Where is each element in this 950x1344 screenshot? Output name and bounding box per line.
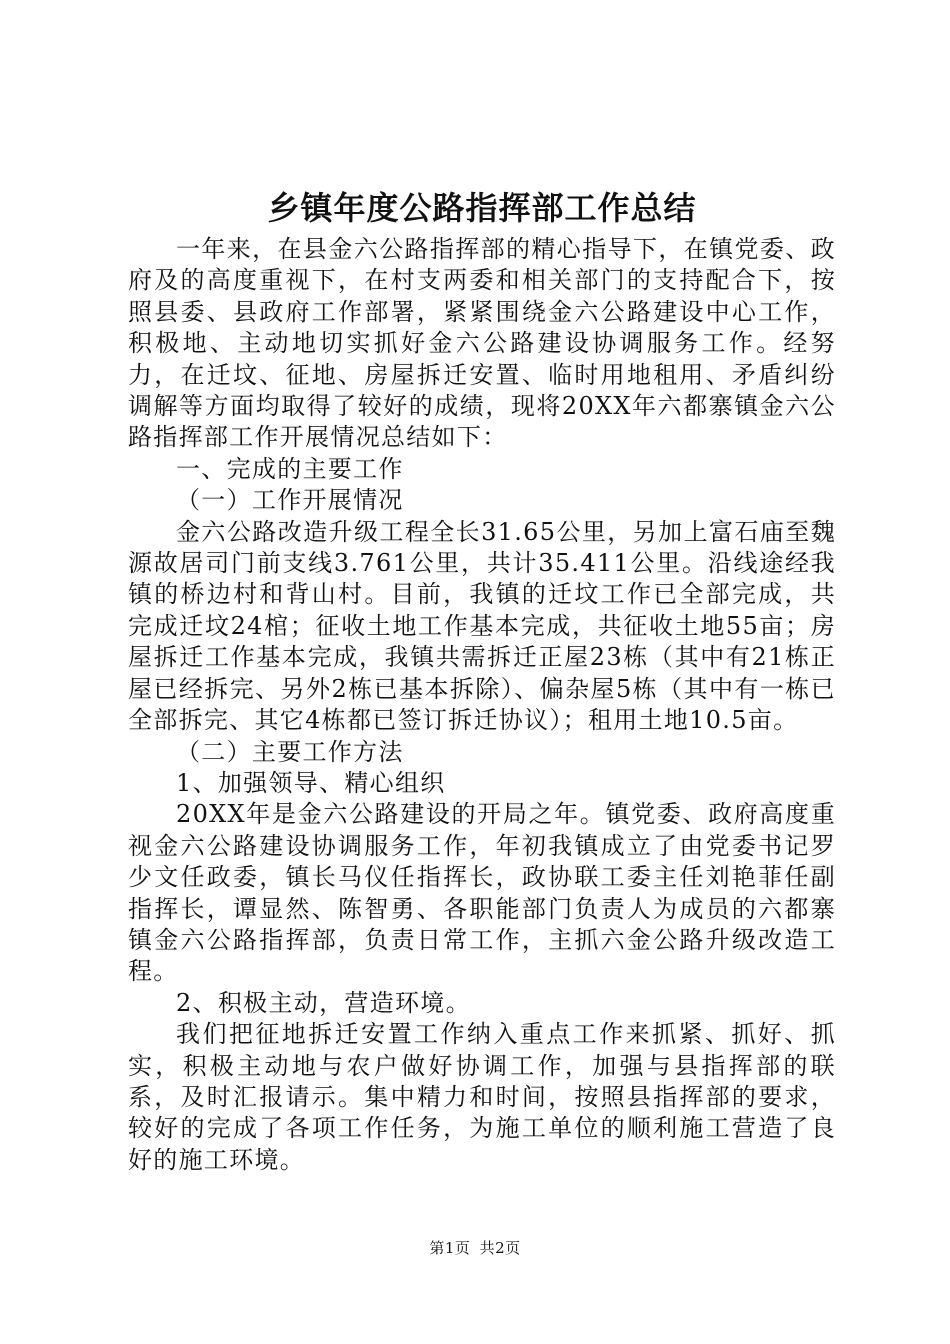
page-footer (0, 1238, 950, 1258)
intro-paragraph: 一年来，在县金六公路指挥部的精心指导下，在镇党委、政府及的高度重视下，在村支两委和相关部门的支持配合下，按照县委、县政府工作部署，紧紧围绕金六公路建设中心工作，积极地、主动地切实抓好金六公路建设协调服务工作。经努力，在迁坟、征地、房屋拆迁安置、临时用地租用、矛盾纠纷调解等方面均取得了较好的成绩，现将20XX年六都寨镇金六公路指挥部工作开展情况总结如下： (128, 235, 836, 452)
subsection-heading-2: （二）主要工作方法 (176, 737, 404, 766)
work-status-paragraph: 金六公路改造升级工程全长31.65公里，另加上富石庙至魏源故居司门前支线3.761公里，共计35.411公里。沿线途经我镇的桥边村和背山村。目前，我镇的迁坟工作已全部完成，共完成迁坟24棺；征收土地工作基本完成，共征收土地55亩；房屋拆迁工作基本完成，我镇共需拆迁正屋23栋（其中有21栋正屋已经拆完、另外2栋已基本拆除）、偏杂屋5栋（其中有一栋已全部拆完、其它4栋都已签订拆迁协议）；租用土地10.5亩。 (128, 517, 836, 735)
environment-paragraph: 我们把征地拆迁安置工作纳入重点工作来抓紧、抓好、抓实，积极主动地与农户做好协调工作，加强与县指挥部的联系，及时汇报请示。集中精力和时间，按照县指挥部的要求，较好的完成了各项工作任务，为施工单位的顺利施工营造了良好的施工环境。 (128, 1020, 836, 1174)
page-total: 共2页 (479, 1239, 521, 1257)
document-page (128, 184, 836, 1176)
document-title: 乡镇年度公路指挥部工作总结 (267, 189, 697, 227)
subsection-heading-1: （一）工作开展情况 (176, 486, 404, 515)
method-heading-2: 2、积极主动，营造环境。 (176, 988, 471, 1017)
method-heading-1: 1、加强领导、精心组织 (176, 768, 446, 797)
section-heading-1: 一、完成的主要工作 (176, 454, 404, 483)
page-number: 第1页 (429, 1239, 471, 1257)
leadership-paragraph: 20XX年是金六公路建设的开局之年。镇党委、政府高度重视金六公路建设协调服务工作，年初我镇成立了由党委书记罗少文任政委，镇长马仪任指挥长，政协联工委主任刘艳菲任副指挥长，谭显然、陈智勇、各职能部门负责人为成员的六都寨镇金六公路指挥部，负责日常工作，主抓六金公路升级改造工程。 (128, 800, 836, 986)
